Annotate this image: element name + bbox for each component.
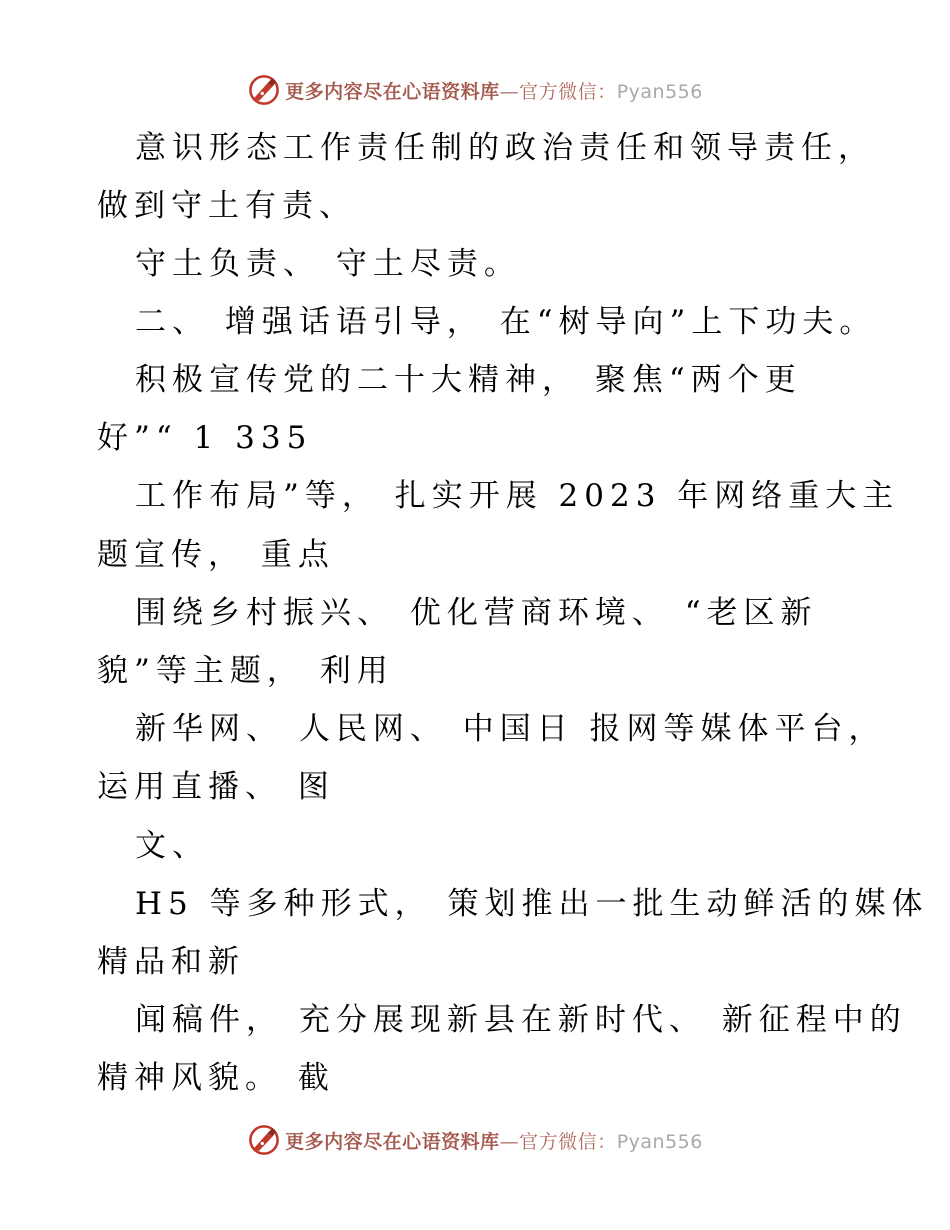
text-line: 做到守土有责、	[97, 188, 356, 224]
banner-main-text: 更多内容尽在心语资料库	[285, 1130, 500, 1153]
text-line: 积极宣传党的二十大精神， 聚焦“两个更	[135, 362, 802, 398]
text-line: 好”“ 1 335	[97, 420, 313, 456]
banner-text	[285, 77, 703, 104]
text-line: 题宣传， 重点	[97, 537, 335, 573]
text-line: 新华网、 人民网、 中国日 报网等媒体平台，	[135, 711, 886, 747]
text-line: H5 等多种形式， 策划推出一批生动鲜活的媒体	[135, 886, 929, 922]
banner-contact-label: 官方微信：	[519, 1130, 617, 1153]
banner-main-text: 更多内容尽在心语资料库	[285, 80, 500, 103]
banner-contact-id: Pyan556	[616, 1130, 703, 1153]
text-line: 工作布局”等， 扎实开展 2023 年网络重大主	[135, 478, 900, 514]
text-line: 貌”等主题， 利用	[97, 653, 394, 689]
footer-banner	[0, 1120, 950, 1160]
header-banner	[0, 70, 950, 110]
banner-separator: —	[499, 80, 520, 103]
banner-separator: —	[499, 1130, 520, 1153]
text-line: 文、	[135, 828, 209, 864]
pen-nib-logo-icon	[247, 1123, 281, 1157]
text-line: 闻稿件， 充分展现新县在新时代、 新征程中的	[135, 1002, 907, 1038]
banner-contact-label: 官方微信：	[519, 80, 617, 103]
banner-contact-id: Pyan556	[616, 80, 703, 103]
text-line: 意识形态工作责任制的政治责任和领导责任，	[135, 130, 875, 166]
text-line: 精品和新	[97, 944, 245, 980]
section-heading: 二、 增强话语引导， 在“树导向”上下功夫。	[135, 304, 877, 340]
pen-nib-logo-icon	[247, 73, 281, 107]
text-line: 精神风貌。 截	[97, 1060, 335, 1096]
text-line: 围绕乡村振兴、 优化营商环境、 “老区新	[135, 595, 818, 631]
text-line: 守土负责、 守土尽责。	[135, 246, 521, 282]
text-line: 运用直播、 图	[97, 769, 335, 805]
banner-text	[285, 1127, 703, 1154]
